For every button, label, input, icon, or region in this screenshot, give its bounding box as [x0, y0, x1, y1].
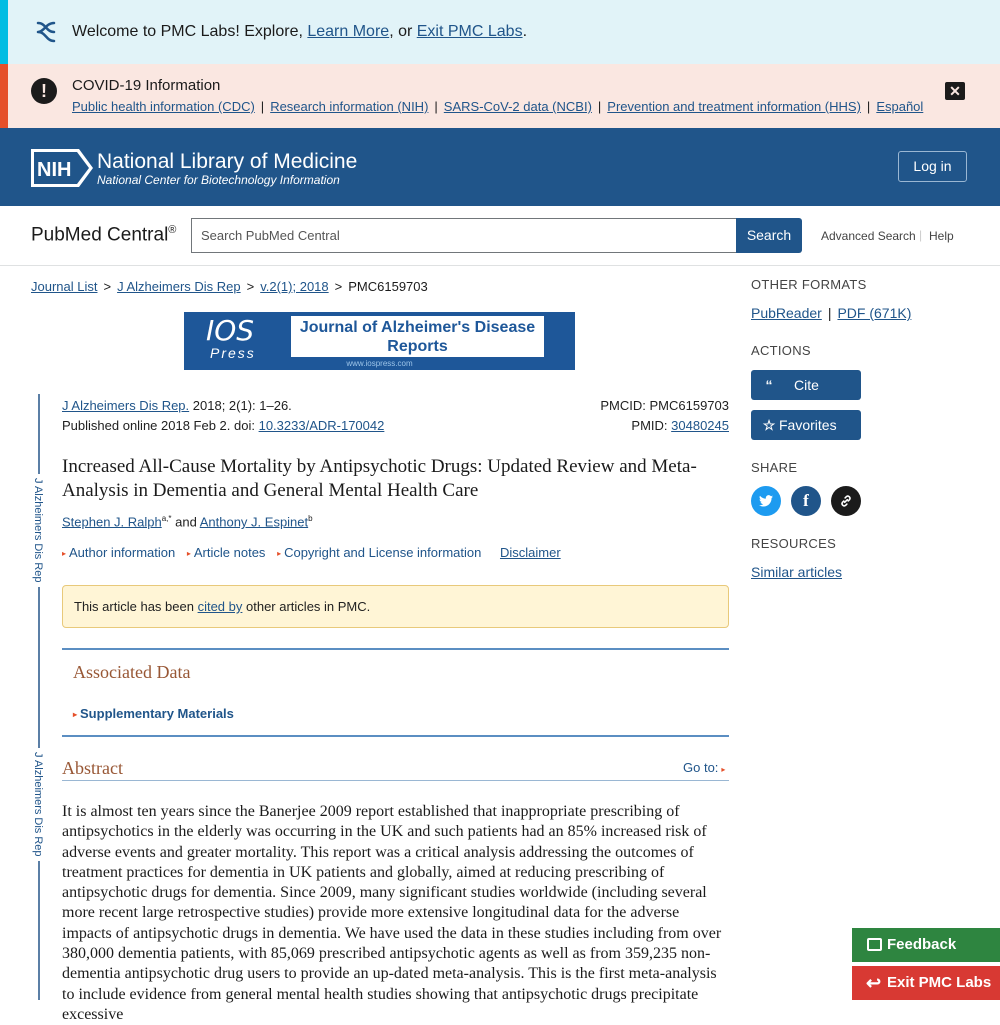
triangle-icon: ▸	[721, 765, 726, 774]
exit-pmc-labs-button[interactable]: ↩ Exit PMC Labs	[852, 966, 1000, 1000]
breadcrumb-current: PMC6159703	[348, 279, 428, 294]
cite-button[interactable]: “ Cite	[751, 370, 861, 400]
nih-logo[interactable]	[31, 149, 93, 187]
labs-message: Welcome to PMC Labs! Explore, Learn More, or Exit PMC Labs.	[72, 23, 528, 40]
breadcrumb-issue[interactable]: v.2(1); 2018	[260, 279, 329, 294]
link-icon[interactable]	[831, 486, 861, 516]
learn-more-link[interactable]: Learn More	[307, 23, 390, 40]
breadcrumb-journal[interactable]: J Alzheimers Dis Rep	[117, 279, 241, 294]
journal-citation-link[interactable]: J Alzheimers Dis Rep.	[62, 398, 190, 413]
other-formats-heading: OTHER FORMATS	[751, 277, 867, 292]
goto-menu[interactable]: Go to: ▸	[683, 760, 726, 775]
search-input[interactable]: Search PubMed Central	[191, 218, 737, 253]
triangle-icon: ▸	[62, 549, 67, 559]
article-ids: PMCID: PMC6159703 PMID: 30480245	[560, 396, 729, 436]
feedback-button[interactable]: Feedback	[852, 928, 1000, 962]
quote-icon: “	[765, 377, 773, 393]
triangle-icon: ▸	[186, 549, 191, 559]
section-divider	[62, 648, 729, 650]
pubreader-link[interactable]: PubReader	[751, 305, 822, 321]
pmid-link[interactable]: 30480245	[671, 418, 729, 433]
triangle-icon: ▸	[73, 710, 78, 720]
resources-heading: RESOURCES	[751, 536, 837, 551]
author-information-toggle[interactable]: Author information	[69, 545, 176, 560]
side-journal-label: J Alzheimers Dis Rep	[32, 748, 44, 861]
search-separator: |	[919, 228, 923, 242]
nlm-title[interactable]: National Library of Medicine	[97, 150, 358, 173]
nih-header	[0, 128, 1000, 206]
cdc-link[interactable]: Public health information (CDC)	[72, 99, 255, 114]
article-info-links	[62, 545, 561, 560]
triangle-icon: ▸	[277, 549, 282, 559]
actions-heading: ACTIONS	[751, 343, 811, 358]
author-link[interactable]: Stephen J. Ralph	[62, 514, 162, 530]
associated-data-title: Associated Data	[73, 662, 191, 682]
comment-icon	[867, 938, 882, 951]
side-journal-label: J Alzheimers Dis Rep	[32, 474, 44, 587]
section-divider	[62, 735, 729, 737]
supplementary-materials-toggle[interactable]: ▸ Supplementary Materials	[73, 706, 234, 721]
article-title: Increased All-Cause Mortality by Antipsychotic Drugs: Updated Review and Meta-Analysis in Dementia and General Mental Health Care	[62, 456, 697, 501]
abstract-title: Abstract	[62, 758, 123, 778]
disclaimer-link[interactable]: Disclaimer	[499, 545, 561, 560]
ncbi-subtitle: National Center for Biotechnology Information	[97, 173, 340, 187]
pdf-link[interactable]: PDF (671K)	[837, 305, 912, 321]
espanol-link[interactable]: Español	[876, 99, 924, 114]
cited-by-notice: This article has been cited by other articles in PMC.	[62, 585, 729, 628]
ncbi-data-link[interactable]: SARS-CoV-2 data (NCBI)	[443, 99, 592, 114]
journal-name: Journal of Alzheimer's Disease Reports	[291, 316, 544, 357]
nih-research-link[interactable]: Research information (NIH)	[270, 99, 429, 114]
close-icon[interactable]: ✕	[945, 82, 965, 100]
labs-banner	[0, 0, 1000, 64]
covid-banner	[0, 64, 1000, 128]
pmcid: PMCID: PMC6159703	[600, 398, 729, 413]
advanced-search-link[interactable]: Advanced Search	[821, 229, 916, 243]
share-heading: SHARE	[751, 460, 798, 475]
ios-press-label: Press	[210, 345, 256, 361]
section-divider	[62, 780, 729, 781]
facebook-icon[interactable]: f	[791, 486, 821, 516]
search-button[interactable]: Search	[736, 218, 802, 253]
article-notes-toggle[interactable]: Article notes	[193, 545, 266, 560]
similar-articles-link[interactable]: Similar articles	[751, 564, 843, 580]
favorites-button[interactable]: ☆ Favorites	[751, 410, 861, 440]
ios-logo: IOS	[206, 314, 255, 347]
reply-arrow-icon: ↩	[866, 973, 882, 993]
journal-url: www.iospress.com	[346, 359, 413, 368]
covid-title: COVID-19 Information	[72, 77, 221, 94]
svg-text:NIH: NIH	[37, 159, 72, 181]
abstract-text: It is almost ten years since the Banerjee 2009 report established that inappropriate prescribing of antipsychotics in the elderly was occurring in the UK and such patients had an 85% increased risk of adverse events and greater mortality. This report was a critical analysis addressing the outcomes of treatment practices for dementia in UK patients and globally, aimed at reducing prescribing of antipsychotic drugs for dementia. Since 2009, many significant studies worldwide (including several more recent large retrospective studies) provide more extensive longitudinal data for the adverse impacts of antipsychotic drugs in dementia. We have used the data in these studies including from over 380,000 dementia patients, with 85,069 prescribed antipsychotic agents as well as from 359,235 non-dementia antipsychotic drug users to provide an up-dated meta-analysis. This is the first meta-analysis to include evidence from general mental health studies showing that antipsychotic drugs precipitate excessive	[62, 803, 722, 1023]
cited-by-link[interactable]: cited by	[197, 599, 243, 614]
journal-banner[interactable]	[184, 312, 575, 370]
pmc-brand[interactable]: PubMed Central®	[31, 224, 177, 246]
hhs-link[interactable]: Prevention and treatment information (HHS)	[607, 99, 861, 114]
citation-info: J Alzheimers Dis Rep. 2018; 2(1): 1–26. Published online 2018 Feb 2. doi: 10.3233/ADR-170042	[62, 398, 385, 433]
help-link[interactable]: Help	[929, 229, 954, 243]
search-section	[0, 206, 1000, 266]
login-button[interactable]: Log in	[898, 151, 967, 182]
alert-icon: !	[31, 78, 57, 104]
doi-link[interactable]: 10.3233/ADR-170042	[258, 418, 385, 433]
authors: Stephen J. Ralph$^{a,*}$ and Anthony J. Espinet$^b$	[62, 514, 313, 530]
breadcrumb-journal-list[interactable]: Journal List	[31, 279, 98, 294]
breadcrumb: Journal List > J Alzheimers Dis Rep > v.2(1); 2018 > PMC6159703	[31, 279, 428, 294]
copyright-toggle[interactable]: Copyright and License information	[284, 545, 482, 560]
exit-labs-link[interactable]: Exit PMC Labs	[416, 23, 523, 40]
covid-links: Public health information (CDC) | Research information (NIH) | SARS-CoV-2 data (NCBI) | Prevention and treatment information (HHS) | Español	[72, 99, 924, 114]
star-icon: ☆	[762, 417, 776, 433]
author-link[interactable]: Anthony J. Espinet	[199, 514, 309, 530]
format-links: PubReader | PDF (671K)	[751, 305, 912, 321]
dna-icon	[32, 18, 60, 46]
twitter-icon[interactable]	[751, 486, 781, 516]
